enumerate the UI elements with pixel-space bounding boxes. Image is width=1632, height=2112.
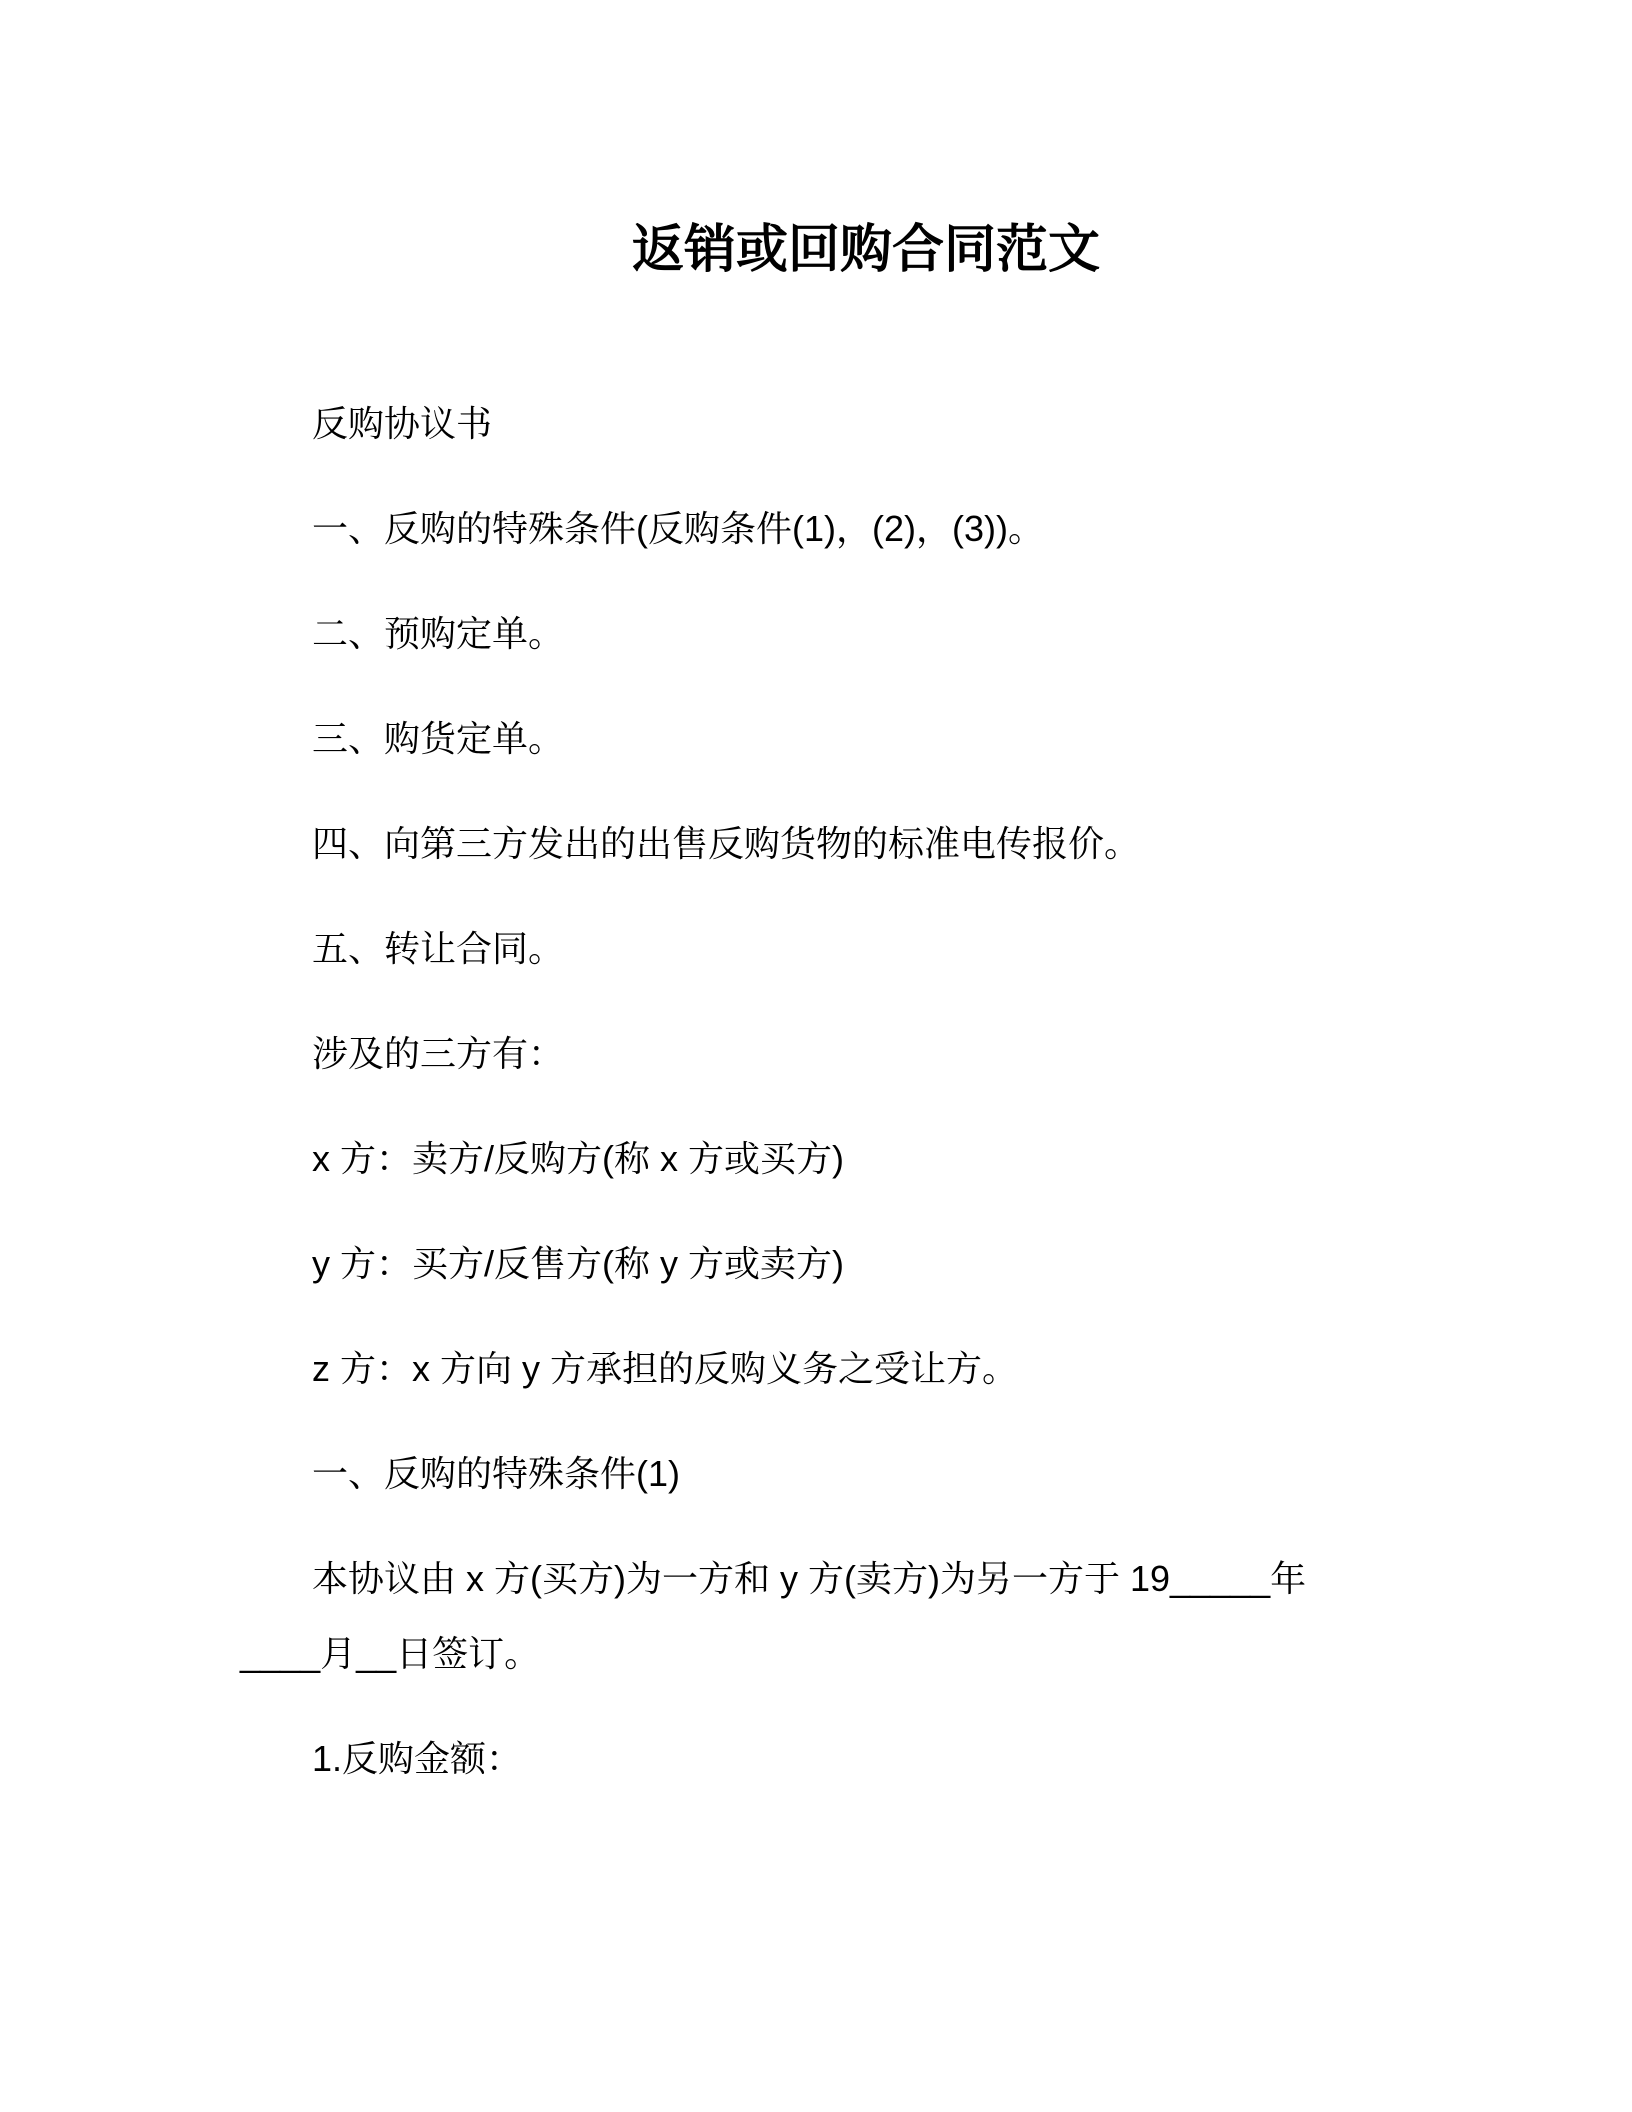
paragraph [240,701,1392,776]
paragraph-line: 四、向第三方发出的出售反购货物的标准电传报价。 [312,823,1141,864]
paragraph-line: x 方：卖方/反购方(称 x 方或买方) [312,1138,844,1179]
paragraph [240,1541,1392,1691]
paragraph-line: 涉及的三方有： [312,1033,565,1074]
paragraph [240,1721,1392,1796]
paragraph [240,491,1392,566]
paragraph [240,1436,1392,1511]
paragraph [240,1226,1392,1301]
page-title: 返销或回购合同范文 [631,221,1100,279]
paragraph [240,806,1392,881]
paragraph-line: 一、反购的特殊条件(反购条件(1)，(2)，(3))。 [312,508,1044,549]
paragraph-line: 三、购货定单。 [312,718,565,759]
paragraph-line: 1.反购金额： [312,1738,523,1779]
paragraph-line: 一、反购的特殊条件(1) [312,1453,680,1494]
paragraph-line: y 方：买方/反售方(称 y 方或卖方) [312,1243,844,1284]
paragraph [240,386,1392,461]
paragraph-list [240,386,1392,1796]
paragraph [240,1331,1392,1406]
paragraph [240,596,1392,671]
paragraph [240,1016,1392,1091]
paragraph-line: 本协议由 x 方(买方)为一方和 y 方(卖方)为另一方于 19_____年 [312,1558,1307,1599]
paragraph-line: ____月__日签订。 [240,1633,541,1674]
paragraph [240,911,1392,986]
paragraph-line: z 方：x 方向 y 方承担的反购义务之受让方。 [312,1348,1019,1389]
paragraph-line: 二、预购定单。 [312,613,565,654]
document-content [0,221,1632,1796]
paragraph [240,1121,1392,1196]
paragraph-line: 反购协议书 [312,403,493,444]
paragraph-line: 五、转让合同。 [312,928,565,969]
